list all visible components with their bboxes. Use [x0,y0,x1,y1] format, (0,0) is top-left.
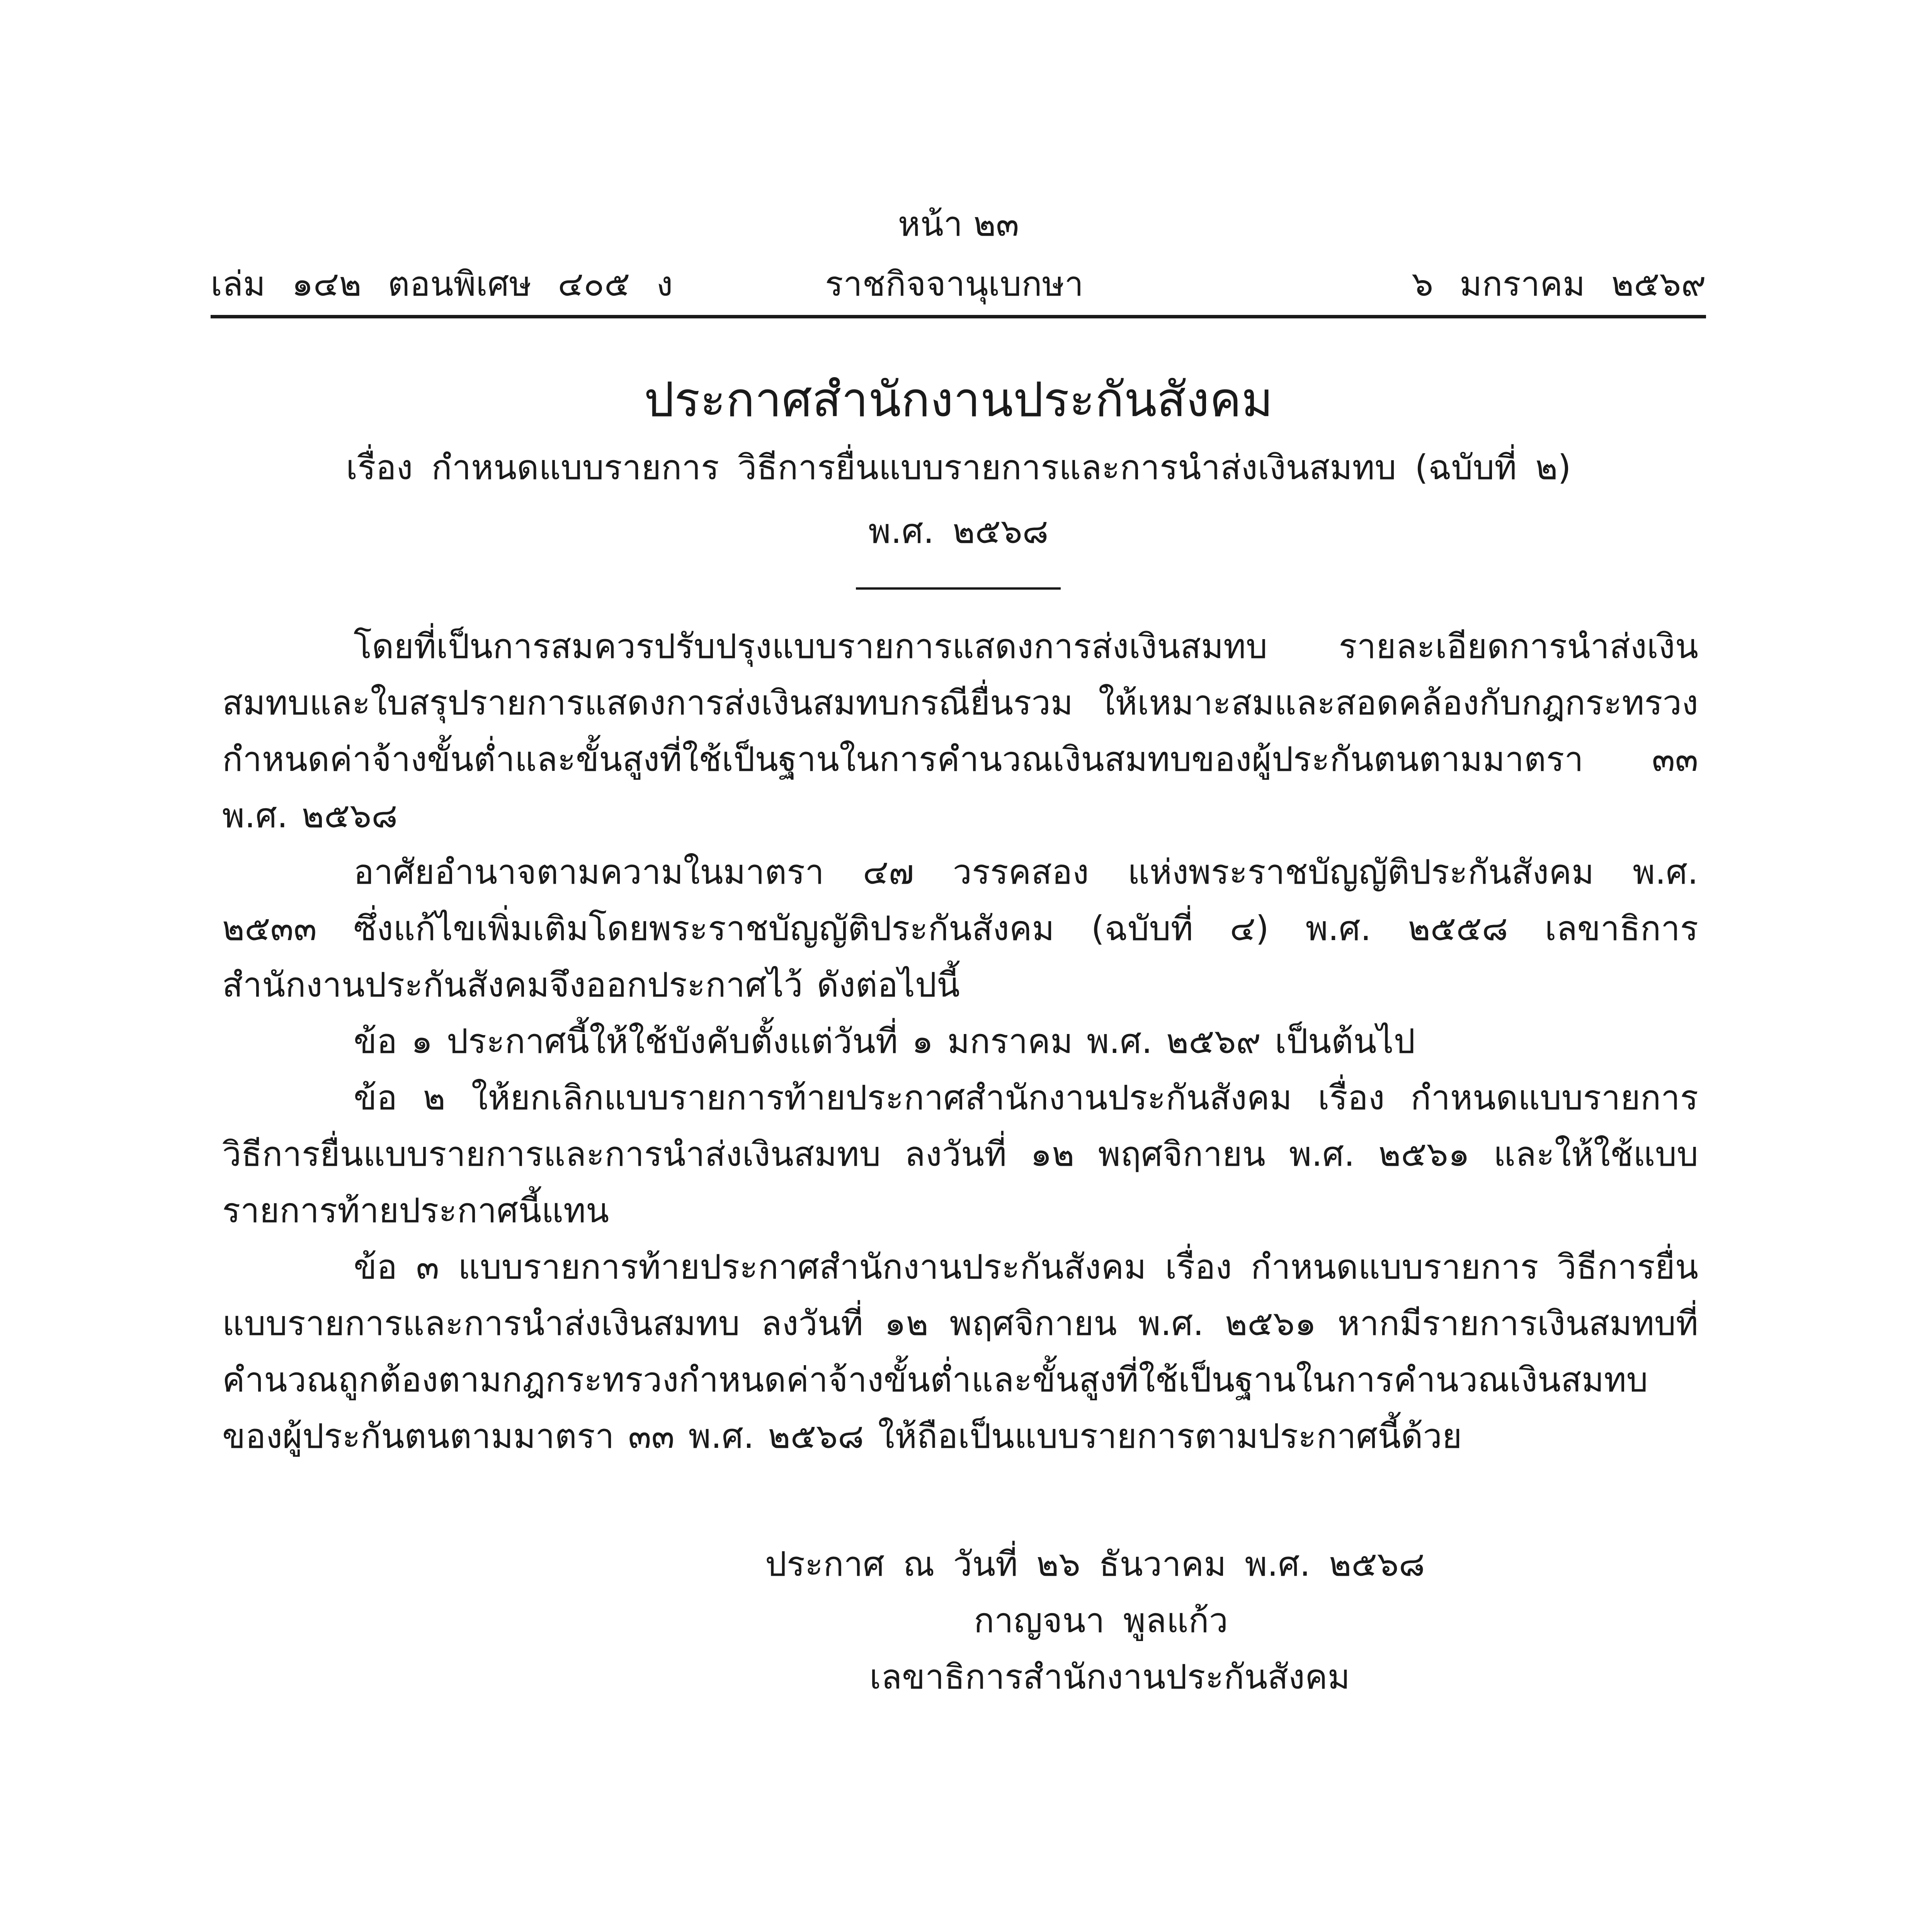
title-divider [856,587,1061,590]
publication-date: ๖ มกราคม ๒๕๖๙ [1412,264,1706,304]
clause-3: ข้อ ๓ แบบรายการท้ายประกาศสำนักงานประกันสังคม เรื่อง กำหนดแบบรายการ วิธีการยื่นแบบรายการและการนำส่งเงินสมทบ ลงวันที่ ๑๒ พฤศจิกายน พ.ศ. ๒๕๖๑ หากมีรายการเงินสมทบที่คำนวณถูกต้องตามกฎกระทรวงกำหนดค่าจ้างขั้นต่ำและขั้นสูงที่ใช้เป็นฐานในการคำนวณเงินสมทบของผู้ประกันตนตามมาตรา ๓๓ พ.ศ. ๒๕๖๘ ให้ถือเป็นแบบรายการตามประกาศนี้ด้วย [222,1247,1698,1456]
signature-date: ประกาศ ณ วันที่ ๒๖ ธันวาคม พ.ศ. ๒๕๖๘ [765,1544,1425,1584]
page-number: หน้า ๒๓ [898,204,1019,244]
gazette-header [211,259,1706,309]
preamble-paragraph: โดยที่เป็นการสมควรปรับปรุงแบบรายการแสดงการส่งเงินสมทบ รายละเอียดการนำส่งเงินสมทบและใบสรุปรายการแสดงการส่งเงินสมทบกรณียื่นรวม ให้เหมาะสมและสอดคล้องกับกฎกระทรวงกำหนดค่าจ้างขั้นต่ำและขั้นสูงที่ใช้เป็นฐานในการคำนวณเงินสมทบของผู้ประกันตนตามมาตรา ๓๓ พ.ศ. ๒๕๖๘ [222,626,1698,835]
volume-issue: เล่ม ๑๔๒ ตอนพิเศษ ๔๐๕ ง [211,264,673,304]
announcement-body [222,618,1698,1464]
authority-paragraph: อาศัยอำนาจตามความในมาตรา ๔๗ วรรคสอง แห่งพระราชบัญญัติประกันสังคม พ.ศ. ๒๕๓๓ ซึ่งแก้ไขเพิ่มเติมโดยพระราชบัญญัติประกันสังคม (ฉบับที่ ๔) พ.ศ. ๒๕๕๘ เลขาธิการสำนักงานประกันสังคมจึงออกประกาศไว้ ดังต่อไปนี้ [222,852,1699,1005]
clause-2: ข้อ ๒ ให้ยกเลิกแบบรายการท้ายประกาศสำนักงานประกันสังคม เรื่อง กำหนดแบบรายการ วิธีการยื่นแบบรายการและการนำส่งเงินสมทบ ลงวันที่ ๑๒ พฤศจิกายน พ.ศ. ๒๕๖๑ และให้ใช้แบบรายการท้ายประกาศนี้แทน [222,1078,1698,1230]
announcement-year: พ.ศ. ๒๕๖๘ [868,511,1049,551]
header-divider [211,315,1706,318]
clause-1: ข้อ ๑ ประกาศนี้ให้ใช้บังคับตั้งแต่วันที่ ๑ มกราคม พ.ศ. ๒๕๖๙ เป็นต้นไป [354,1021,1415,1061]
publication-name: ราชกิจจานุเบกษา [825,264,1084,304]
announcement-title: ประกาศสำนักงานประกันสังคม [644,372,1273,428]
signatory-position: เลขาธิการสำนักงานประกันสังคม [869,1657,1350,1697]
announcement-subject: เรื่อง กำหนดแบบรายการ วิธีการยื่นแบบรายการและการนำส่งเงินสมทบ (ฉบับที่ ๒) [346,447,1571,487]
signature-block [734,1536,1623,1705]
signatory-name: กาญจนา พูลแก้ว [974,1600,1228,1640]
